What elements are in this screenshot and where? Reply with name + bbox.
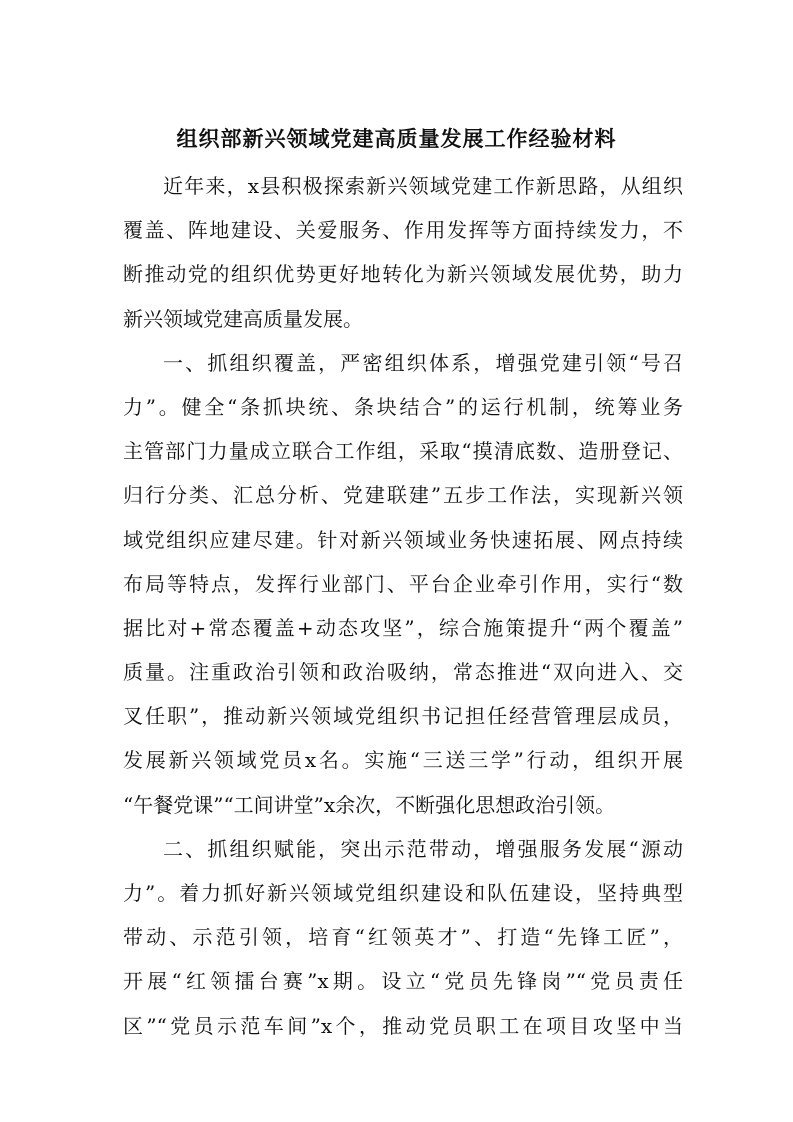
- paragraph-2-line-10: 发展新兴领域党员x名。实施“三送三学”行动，组织开展: [123, 748, 683, 773]
- paragraph-2-line-2: 力”。健全“条抓块统、条块结合”的运行机制，统筹业务: [123, 394, 683, 419]
- paragraph-3-line-2: 力”。着力抓好新兴领域党组织建设和队伍建设，坚持典型: [123, 881, 683, 905]
- paragraph-1-line-4: 新兴领域党建高质量发展。: [123, 306, 363, 331]
- paragraph-2-line-3: 主管部门力量成立联合工作组，采取“摸清底数、造册登记、: [123, 439, 683, 464]
- paragraph-2-line-8: 质量。注重政治引领和政治吸纳，常态推进“双向进入、交: [123, 660, 683, 685]
- paragraph-2-line-5: 域党组织应建尽建。针对新兴领域业务快速拓展、网点持续: [123, 527, 683, 552]
- paragraph-3-line-3: 带动、示范引领，培育“红领英才”、打造“先锋工匠”，: [123, 925, 683, 950]
- paragraph-3-line-4: 开展“红领擂台赛”x期。设立“党员先锋岗”“党员责任: [123, 969, 683, 994]
- paragraph-2-line-7: 据比对+常态覆盖+动态攻坚”，综合施策提升“两个覆盖”: [123, 615, 683, 640]
- paragraph-2-line-4: 归行分类、汇总分析、党建联建”五步工作法，实现新兴领: [123, 483, 683, 508]
- paragraph-2-line-9: 叉任职”，推动新兴领域党组织书记担任经营管理层成员，: [123, 704, 683, 729]
- paragraph-2-line-1: 一、抓组织覆盖，严密组织体系，增强党建引领“号召: [163, 350, 683, 375]
- document-title: 组织部新兴领域党建高质量发展工作经验材料: [176, 126, 617, 151]
- document-body: [123, 171, 683, 1055]
- paragraph-3-line-1: 二、抓组织赋能，突出示范带动，增强服务发展“源动: [163, 836, 683, 861]
- paragraph-1-line-2: 覆盖、阵地建设、关爱服务、作用发挥等方面持续发力，不: [123, 218, 683, 243]
- paragraph-3-line-5: 区”“党员示范车间”x个，推动党员职工在项目攻坚中当: [123, 1013, 683, 1038]
- paragraph-2-line-6: 布局等特点，发挥行业部门、平台企业牵引作用，实行“数: [123, 571, 683, 596]
- paragraph-1-line-1: 近年来，x县积极探索新兴领域党建工作新思路，从组织: [163, 174, 683, 198]
- paragraph-1-line-3: 断推动党的组织优势更好地转化为新兴领域发展优势，助力: [123, 262, 683, 287]
- paragraph-2-line-11: “午餐党课”“工间讲堂”x余次，不断强化思想政治引领。: [123, 792, 616, 817]
